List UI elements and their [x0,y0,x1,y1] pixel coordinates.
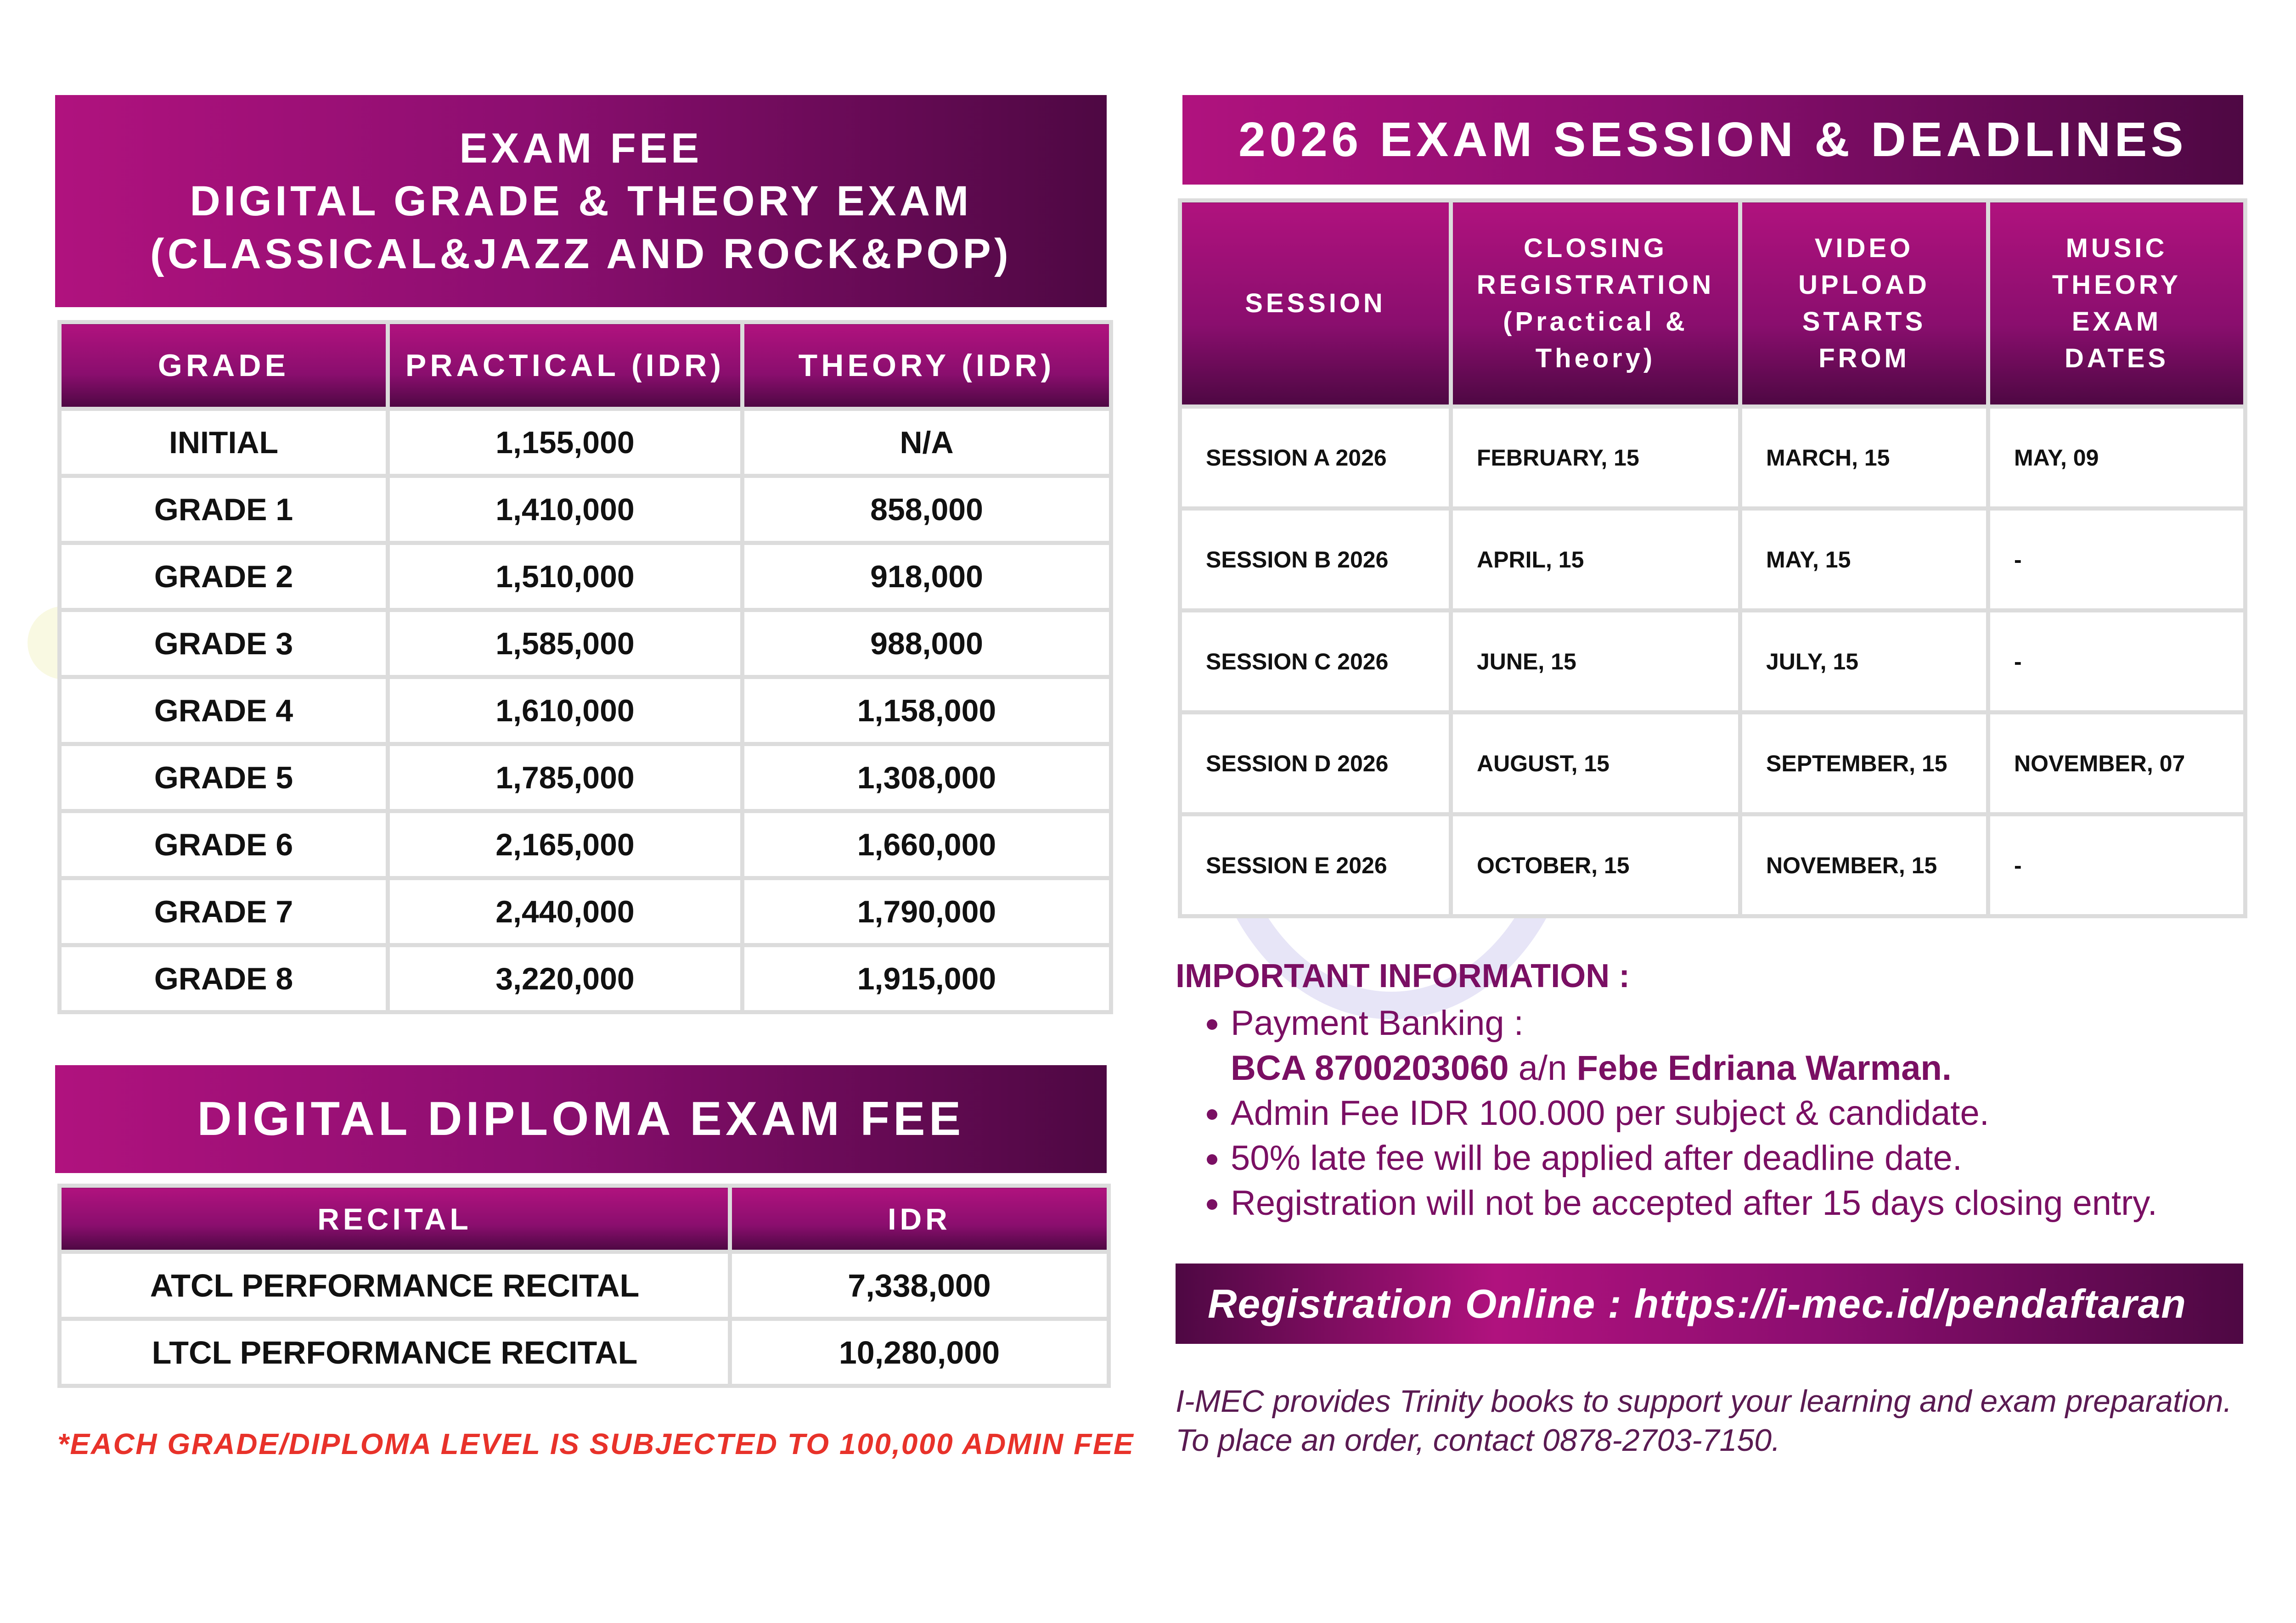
fee-cell: 1,785,000 [388,744,743,811]
table-header-row [60,322,1111,409]
video-header-line: FROM [1818,343,1910,373]
fee-cell: 1,155,000 [388,409,743,476]
table-row [60,1252,1109,1319]
fee-cell: GRADE 4 [60,677,388,744]
session-cell: SESSION D 2026 [1180,713,1451,814]
table-row [60,409,1111,476]
fee-cell: 1,410,000 [388,476,743,543]
theory-dates-header [1988,201,2245,407]
closing-header-line: REGISTRATION [1476,270,1715,300]
fee-cell: 858,000 [743,476,1111,543]
table-row [60,744,1111,811]
grade-header: GRADE [60,322,388,409]
session-cell: SESSION A 2026 [1180,407,1451,509]
session-cell: JULY, 15 [1740,611,1988,713]
exam-fee-title-line: EXAM FEE [459,124,703,172]
table-row [60,1319,1109,1386]
theory-header-line: EXAM [2071,307,2162,337]
session-cell: SESSION C 2026 [1180,611,1451,713]
session-cell: MAY, 09 [1988,407,2245,509]
session-header: SESSION [1180,201,1451,407]
session-cell: OCTOBER, 15 [1451,814,1740,916]
registration-link[interactable]: Registration Online : https://i-mec.id/pendaftaran [1176,1264,2243,1344]
diploma-banner [55,1065,1107,1173]
fee-cell: 1,308,000 [743,744,1111,811]
fee-cell: GRADE 5 [60,744,388,811]
table-row [60,476,1111,543]
theory-header-line: MUSIC [2065,233,2168,263]
theory-header-line: THEORY [2052,270,2182,300]
table-row [60,945,1111,1012]
list-item: • Admin Fee IDR 100.000 per subject & candidate. [1231,1091,2296,1136]
bank-account: BCA 8700203060 [1231,1049,1509,1088]
sessions-title: 2026 EXAM SESSION & DEADLINES [1238,112,2188,167]
important-info-title: IMPORTANT INFORMATION : [1176,958,1630,994]
fee-cell: GRADE 6 [60,811,388,878]
session-cell: - [1988,611,2245,713]
table-header-row [1180,201,2245,407]
session-cell: NOVEMBER, 15 [1740,814,1988,916]
session-cell: SESSION B 2026 [1180,509,1451,611]
fee-cell: INITIAL [60,409,388,476]
session-cell: FEBRUARY, 15 [1451,407,1740,509]
session-cell: NOVEMBER, 07 [1988,713,2245,814]
admin-fee-note: *EACH GRADE/DIPLOMA LEVEL IS SUBJECTED TO 100,000 ADMIN FEE [57,1427,1135,1460]
theory-header: THEORY (IDR) [743,322,1111,409]
video-header [1740,201,1988,407]
table-row [1180,407,2245,509]
fee-cell: 1,158,000 [743,677,1111,744]
table-row [60,610,1111,677]
video-header-line: VIDEO [1814,233,1914,263]
fee-cell: 1,660,000 [743,811,1111,878]
books-line: To place an order, contact 0878-2703-7150. [1176,1423,1780,1458]
recital-header: RECITAL [60,1186,730,1252]
diploma-cell: LTCL PERFORMANCE RECITAL [60,1319,730,1386]
table-row [60,878,1111,945]
table-header-row [60,1186,1109,1252]
fee-cell: 3,220,000 [388,945,743,1012]
video-header-line: UPLOAD [1798,270,1930,300]
fee-cell: N/A [743,409,1111,476]
sessions-banner [1182,95,2243,185]
diploma-cell: 7,338,000 [730,1252,1109,1319]
table-row [1180,509,2245,611]
fee-cell: 1,915,000 [743,945,1111,1012]
fee-cell: 2,165,000 [388,811,743,878]
practical-header: PRACTICAL (IDR) [388,322,743,409]
exam-fee-banner [55,95,1107,307]
diploma-title: DIGITAL DIPLOMA EXAM FEE [197,1092,965,1146]
diploma-cell: 10,280,000 [730,1319,1109,1386]
list-item: • 50% late fee will be applied after deadline date. [1231,1136,2296,1181]
session-cell: SESSION E 2026 [1180,814,1451,916]
grade-fee-table [57,320,1113,1014]
account-name: Febe Edriana Warman. [1576,1049,1952,1088]
important-info-list [1194,1001,2296,1226]
table-row [60,677,1111,744]
theory-header-line: DATES [2064,343,2169,373]
fee-cell: 918,000 [743,543,1111,610]
session-cell: AUGUST, 15 [1451,713,1740,814]
idr-header: IDR [730,1186,1109,1252]
fee-cell: GRADE 8 [60,945,388,1012]
session-cell: SEPTEMBER, 15 [1740,713,1988,814]
fee-cell: GRADE 2 [60,543,388,610]
table-row [60,543,1111,610]
session-cell: APRIL, 15 [1451,509,1740,611]
exam-fee-title-line: DIGITAL GRADE & THEORY EXAM [190,177,972,225]
diploma-cell: ATCL PERFORMANCE RECITAL [60,1252,730,1319]
books-info [1176,1382,2278,1460]
diploma-fee-table [57,1184,1111,1388]
closing-header-line: Theory) [1535,343,1656,373]
table-row [1180,611,2245,713]
account-separator: a/n [1508,1049,1577,1088]
fee-cell: GRADE 7 [60,878,388,945]
session-cell: MARCH, 15 [1740,407,1988,509]
video-header-line: STARTS [1802,307,1926,337]
fee-cell: 1,790,000 [743,878,1111,945]
session-cell: JUNE, 15 [1451,611,1740,713]
table-row [1180,713,2245,814]
session-cell: - [1988,814,2245,916]
fee-cell: 1,610,000 [388,677,743,744]
sessions-table [1178,198,2247,918]
closing-header-line: (Practical & [1503,307,1688,337]
session-cell: - [1988,509,2245,611]
fee-cell: 1,585,000 [388,610,743,677]
fee-cell: GRADE 1 [60,476,388,543]
fee-cell: 2,440,000 [388,878,743,945]
table-row [1180,814,2245,916]
session-cell: MAY, 15 [1740,509,1988,611]
fee-cell: 988,000 [743,610,1111,677]
payment-label: Payment Banking : [1231,1004,1524,1043]
list-item: • Registration will not be accepted after 15 days closing entry. [1231,1181,2296,1226]
exam-fee-title-line: (CLASSICAL&JAZZ AND ROCK&POP) [150,230,1012,277]
list-item [1231,1001,2296,1091]
fee-cell: GRADE 3 [60,610,388,677]
closing-header [1451,201,1740,407]
fee-cell: 1,510,000 [388,543,743,610]
closing-header-line: CLOSING [1524,233,1667,263]
books-line: I-MEC provides Trinity books to support your learning and exam preparation. [1176,1384,2232,1419]
table-row [60,811,1111,878]
